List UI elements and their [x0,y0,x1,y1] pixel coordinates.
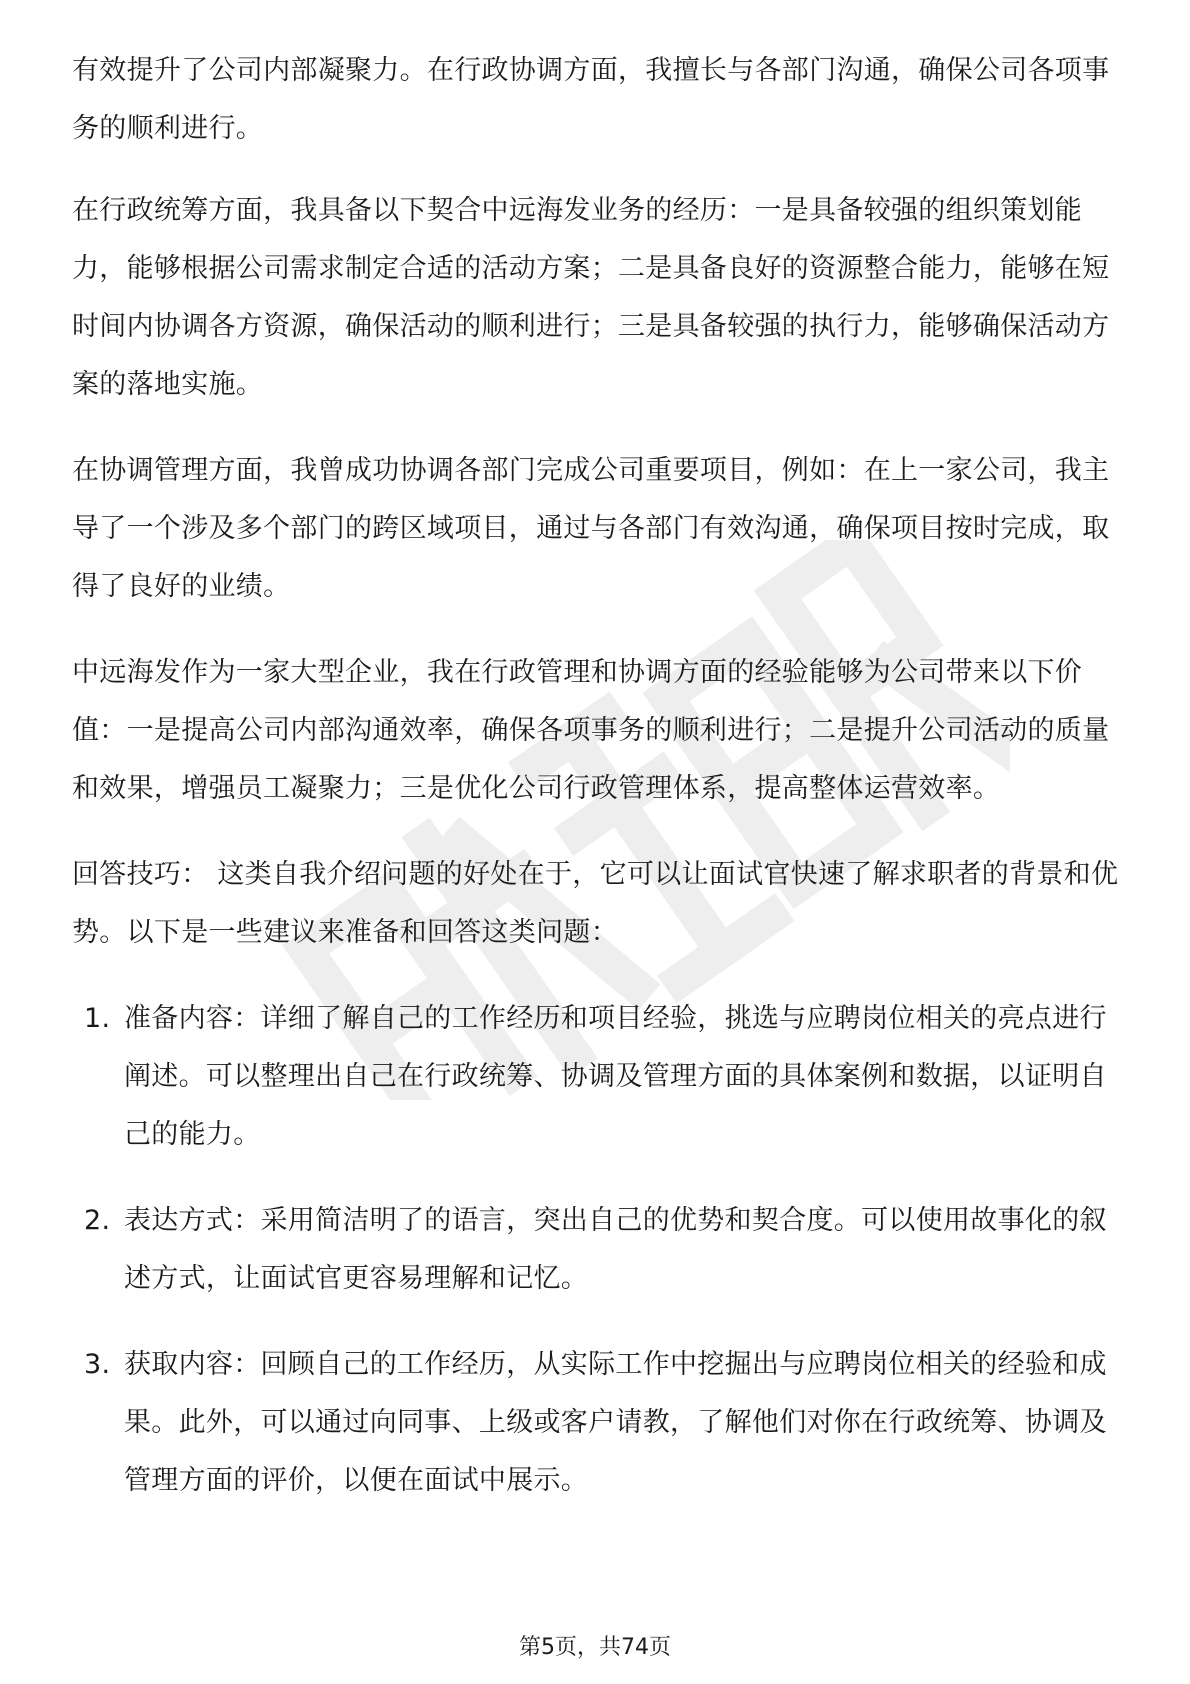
list-item-text: 获取内容：回顾自己的工作经历，从实际工作中挖掘出与应聘岗位相关的经验和成果。此外，可以通过向同事、上级或客户请教，了解他们对你在行政统筹、协调及管理方面的评价，以便在面试中展示。 [124,1349,1107,1496]
list-item [72,990,1122,1164]
answer-tips-intro: 回答技巧： 这类自我介绍问题的好处在于，它可以让面试官快速了解求职者的背景和优势。以下是一些建议来准备和回答这类问题： [72,859,1119,948]
paragraph-3: 在协调管理方面，我曾成功协调各部门完成公司重要项目，例如：在上一家公司，我主导了一个涉及多个部门的跨区域项目，通过与各部门有效沟通，确保项目按时完成，取得了良好的业绩。 [72,455,1110,602]
list-item-number: 1. [84,1003,111,1034]
list-item-text: 准备内容：详细了解自己的工作经历和项目经验，挑选与应聘岗位相关的亮点进行阐述。可以整理出自己在行政统筹、协调及管理方面的具体案例和数据，以证明自己的能力。 [124,1003,1107,1150]
paragraph-2: 在行政统筹方面，我具备以下契合中远海发业务的经历：一是具备较强的组织策划能力，能够根据公司需求制定合适的活动方案；二是具备良好的资源整合能力，能够在短时间内协调各方资源，确保活动的顺利进行；三是具备较强的执行力，能够确保活动方案的落地实施。 [72,195,1110,400]
tips-list [72,990,1122,1510]
list-item-number: 2. [84,1205,111,1236]
list-item [72,1336,1122,1510]
paragraph-4: 中远海发作为一家大型企业，我在行政管理和协调方面的经验能够为公司带来以下价值：一是提高公司内部沟通效率，确保各项事务的顺利进行；二是提升公司活动的质量和效果，增强员工凝聚力；三是优化公司行政管理体系，提高整体运营效率。 [72,657,1110,804]
document-body [72,42,1122,1538]
list-item [72,1192,1122,1308]
list-item-text: 表达方式：采用简洁明了的语言，突出自己的优势和契合度。可以使用故事化的叙述方式，让面试官更容易理解和记忆。 [124,1205,1107,1294]
page-number: 第5页，共74页 [519,1635,671,1660]
paragraph-1: 有效提升了公司内部凝聚力。在行政协调方面，我擅长与各部门沟通，确保公司各项事务的顺利进行。 [72,55,1110,144]
list-item-number: 3. [84,1349,111,1380]
